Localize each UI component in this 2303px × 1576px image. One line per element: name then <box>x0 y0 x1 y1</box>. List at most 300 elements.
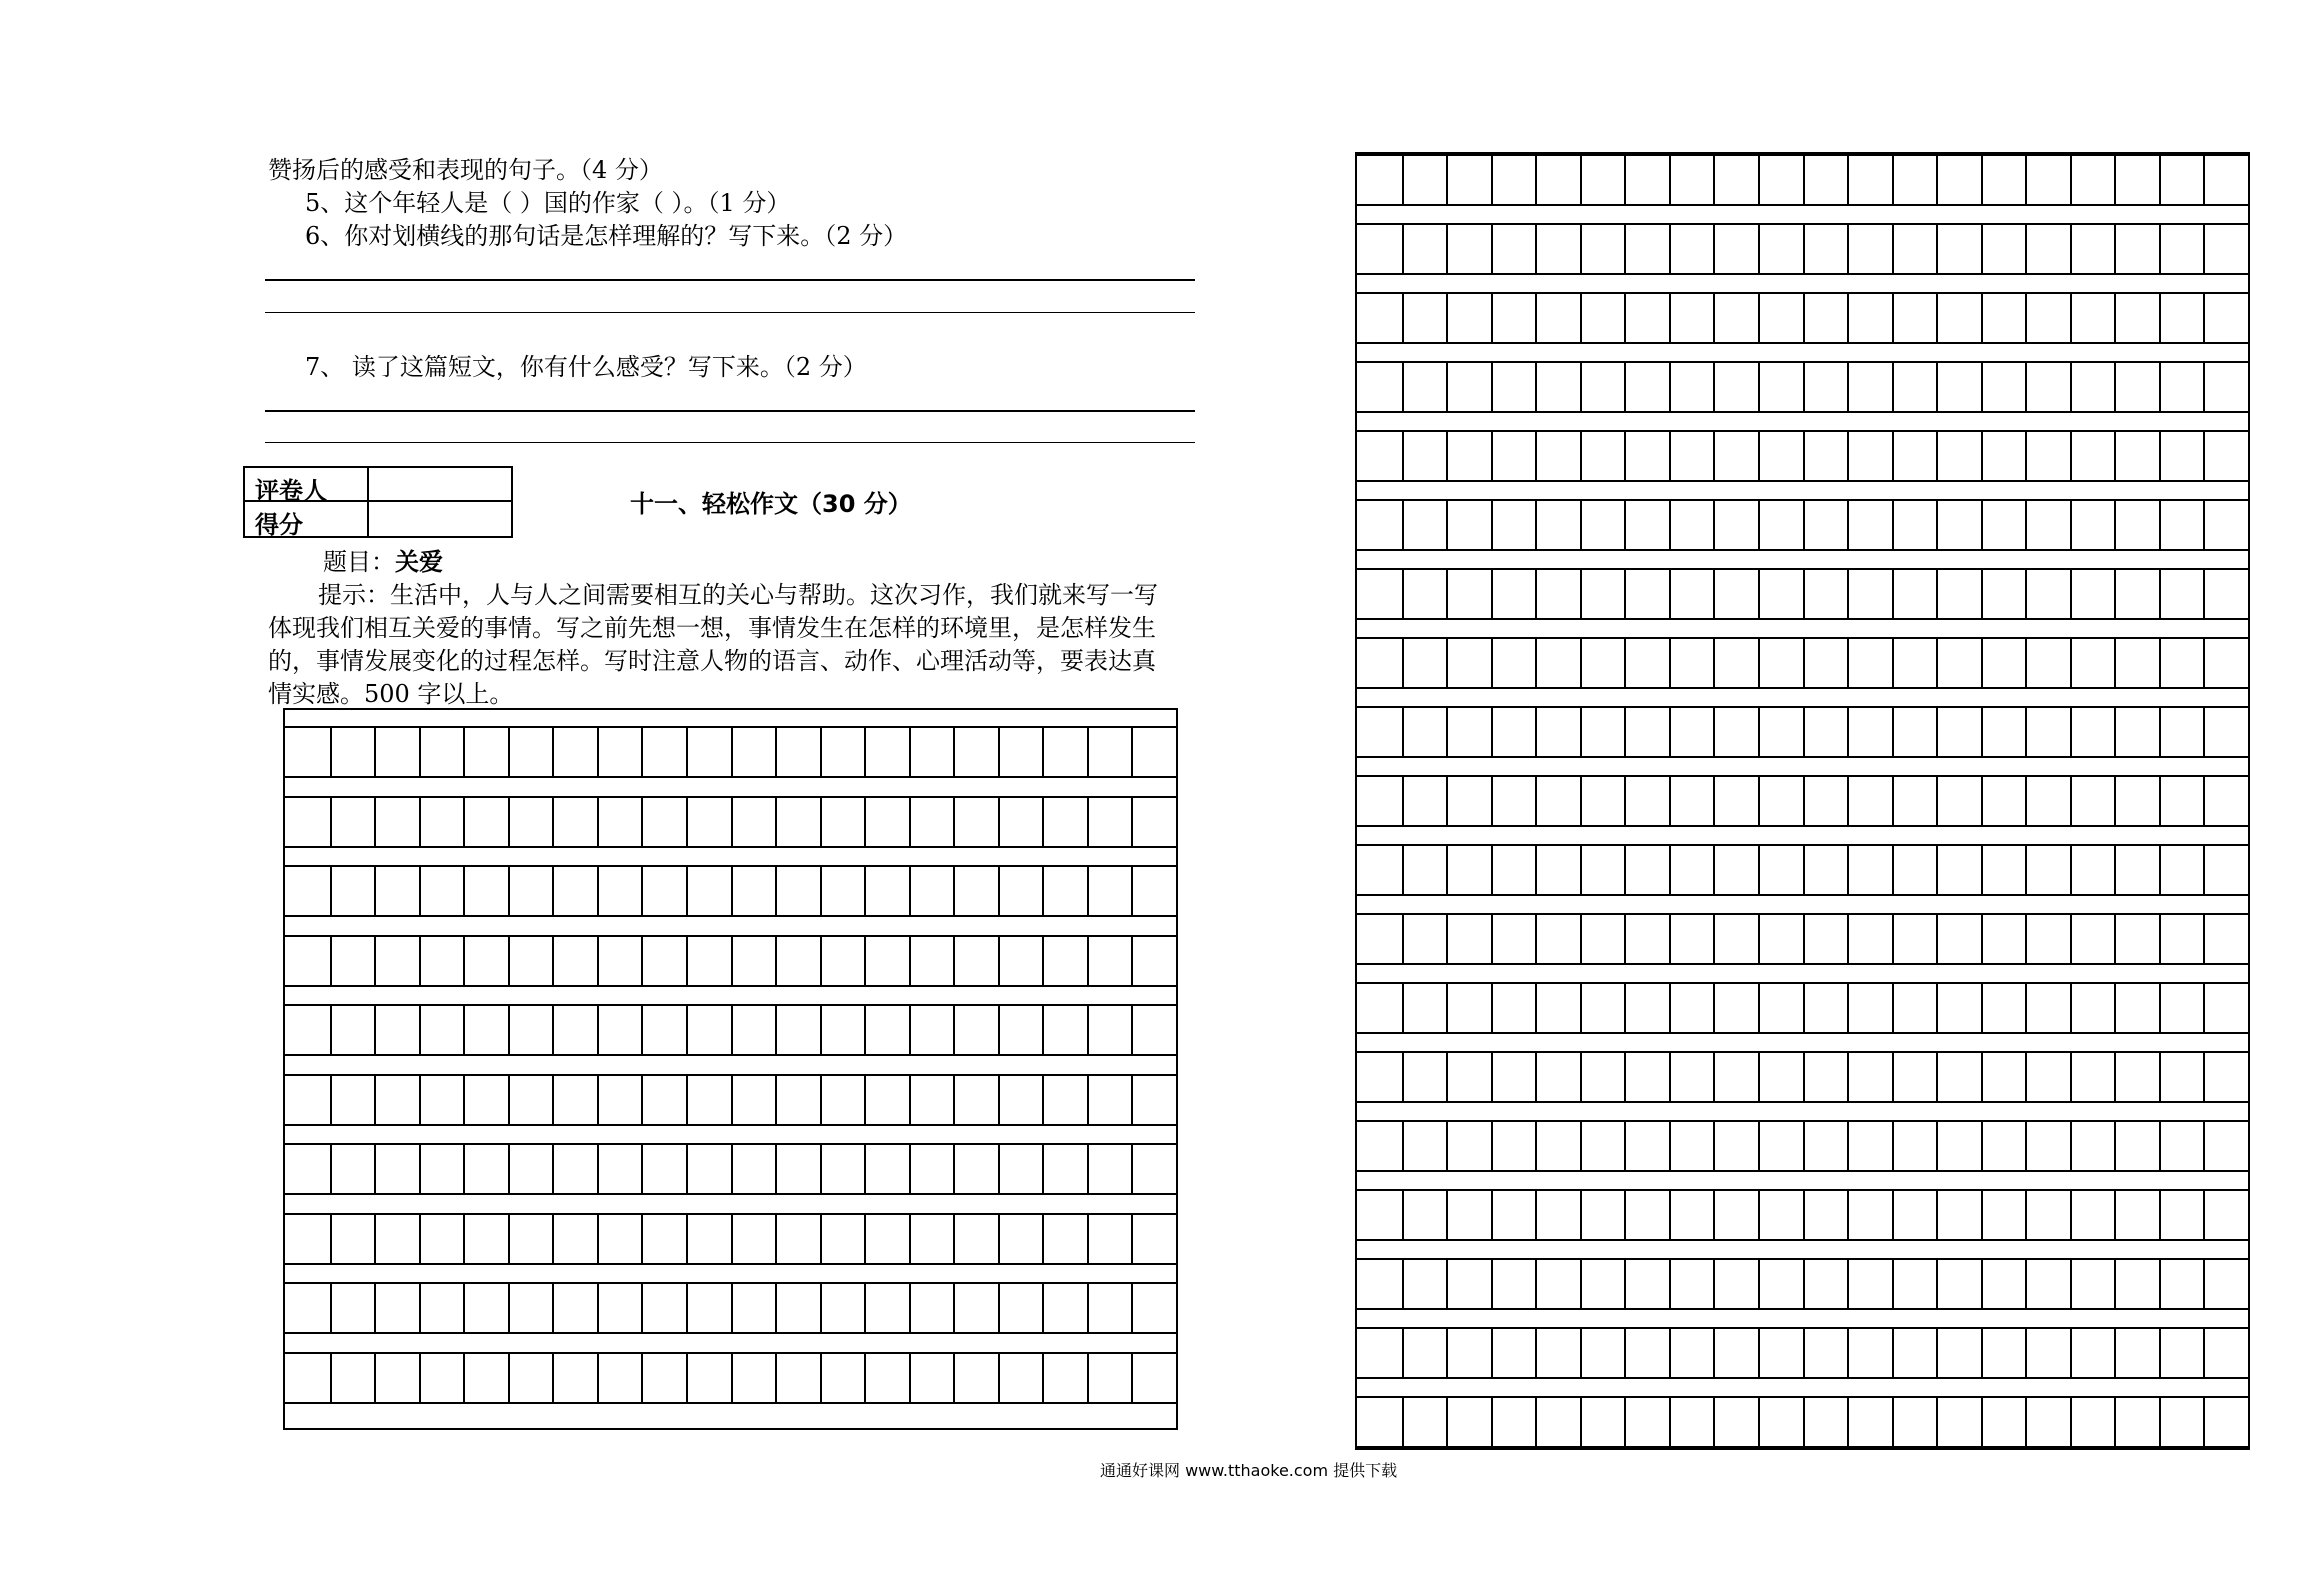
grid-cell-divider <box>1713 1398 1715 1446</box>
grid-cell-divider <box>1981 363 1983 411</box>
grid-cell-divider <box>2114 777 2116 825</box>
grid-cell-divider <box>641 798 643 846</box>
grid-cell-divider <box>2159 570 2161 618</box>
grid-cell-divider <box>552 1284 554 1332</box>
grid-cell-divider <box>1803 156 1805 204</box>
grid-cell-divider <box>1042 1215 1044 1263</box>
grid-cell-divider <box>374 937 376 985</box>
grid-cell-divider <box>1402 1260 1404 1308</box>
grid-cell-divider <box>1713 156 1715 204</box>
grid-cell-divider <box>508 867 510 915</box>
grid-cell-divider <box>1580 1398 1582 1446</box>
grid-cell-divider <box>2070 432 2072 480</box>
grid-cell-divider <box>909 867 911 915</box>
grid-row <box>1357 844 2248 896</box>
grid-cell-divider <box>1981 1191 1983 1239</box>
grid-cell-divider <box>1624 1053 1626 1101</box>
grid-cell-divider <box>2025 708 2027 756</box>
question-6: 6、你对划横线的那句话是怎样理解的？写下来。（2 分） <box>305 222 908 250</box>
grid-cell-divider <box>374 867 376 915</box>
grid-cell-divider <box>1847 1398 1849 1446</box>
grid-cell-divider <box>775 728 777 776</box>
grid-cell-divider <box>731 937 733 985</box>
grid-cell-divider <box>1446 570 1448 618</box>
grid-cell-divider <box>1713 1329 1715 1377</box>
grid-row <box>285 1074 1176 1126</box>
grid-cell-divider <box>1580 1053 1582 1101</box>
grid-cell-divider <box>1491 984 1493 1032</box>
grid-cell-divider <box>998 867 1000 915</box>
grid-cell-divider <box>909 1006 911 1054</box>
grid-cell-divider <box>1847 501 1849 549</box>
answer-line[interactable] <box>265 442 1195 443</box>
grid-cell-divider <box>2070 1329 2072 1377</box>
grid-cell-divider <box>1892 984 1894 1032</box>
grid-cell-divider <box>2070 294 2072 342</box>
grid-row <box>285 865 1176 917</box>
grid-cell-divider <box>2203 639 2205 687</box>
grid-cell-divider <box>1669 915 1671 963</box>
grid-cell-divider <box>1758 363 1760 411</box>
grid-cell-divider <box>1580 708 1582 756</box>
grid-cell-divider <box>463 1215 465 1263</box>
grid-cell-divider <box>2070 846 2072 894</box>
grid-cell-divider <box>2114 363 2116 411</box>
grid-cell-divider <box>1446 1122 1448 1170</box>
grid-cell-divider <box>1758 1398 1760 1446</box>
grid-cell-divider <box>1803 363 1805 411</box>
grid-cell-divider <box>998 798 1000 846</box>
grid-cell-divider <box>1892 1260 1894 1308</box>
grid-cell-divider <box>2203 708 2205 756</box>
grid-cell-divider <box>1580 1122 1582 1170</box>
grid-cell-divider <box>1936 708 1938 756</box>
grid-cell-divider <box>2070 708 2072 756</box>
grid-cell-divider <box>552 867 554 915</box>
grid-cell-divider <box>508 1215 510 1263</box>
grid-cell-divider <box>597 728 599 776</box>
grid-cell-divider <box>953 1006 955 1054</box>
grid-cell-divider <box>953 1145 955 1193</box>
grid-cell-divider <box>1936 1260 1938 1308</box>
grid-cell-divider <box>686 728 688 776</box>
grid-cell-divider <box>2114 501 2116 549</box>
grid-cell-divider <box>1758 708 1760 756</box>
grid-cell-divider <box>1981 915 1983 963</box>
grid-cell-divider <box>864 1215 866 1263</box>
grid-cell-divider <box>374 1354 376 1402</box>
grid-cell-divider <box>1847 156 1849 204</box>
grid-cell-divider <box>2159 1260 2161 1308</box>
grid-row <box>1357 1051 2248 1103</box>
grid-cell-divider <box>1491 1260 1493 1308</box>
grid-cell-divider <box>1087 937 1089 985</box>
grid-cell-divider <box>1535 708 1537 756</box>
grid-cell-divider <box>1803 570 1805 618</box>
grid-cell-divider <box>1803 777 1805 825</box>
grid-cell-divider <box>1402 225 1404 273</box>
grid-cell-divider <box>1981 156 1983 204</box>
grid-cell-divider <box>1758 1260 1760 1308</box>
grid-cell-divider <box>641 1354 643 1402</box>
grid-cell-divider <box>1624 501 1626 549</box>
grid-cell-divider <box>2025 915 2027 963</box>
grid-row <box>1357 706 2248 758</box>
grid-cell-divider <box>1892 432 1894 480</box>
grid-cell-divider <box>1131 1076 1133 1124</box>
grid-cell-divider <box>1936 501 1938 549</box>
grid-cell-divider <box>2025 432 2027 480</box>
grid-cell-divider <box>2025 501 2027 549</box>
grid-cell-divider <box>1713 1053 1715 1101</box>
grid-cell-divider <box>419 1284 421 1332</box>
grid-cell-divider <box>1669 363 1671 411</box>
grid-cell-divider <box>909 1076 911 1124</box>
grid-cell-divider <box>419 1076 421 1124</box>
grid-cell-divider <box>820 1215 822 1263</box>
grid-cell-divider <box>1624 432 1626 480</box>
grid-cell-divider <box>953 1354 955 1402</box>
composition-grid-right <box>1355 152 2250 1450</box>
grid-cell-divider <box>998 1354 1000 1402</box>
grid-cell-divider <box>909 1284 911 1332</box>
grid-cell-divider <box>1580 846 1582 894</box>
grid-cell-divider <box>909 1145 911 1193</box>
grid-cell-divider <box>2025 1260 2027 1308</box>
grid-cell-divider <box>775 1006 777 1054</box>
grid-cell-divider <box>1847 984 1849 1032</box>
grid-cell-divider <box>1087 798 1089 846</box>
score-label: 得分 <box>255 511 303 539</box>
grid-cell-divider <box>1491 156 1493 204</box>
grid-cell-divider <box>2025 1398 2027 1446</box>
grid-cell-divider <box>1087 867 1089 915</box>
score-row <box>245 502 511 539</box>
grid-cell-divider <box>686 1354 688 1402</box>
grid-cell-divider <box>2114 984 2116 1032</box>
grid-cell-divider <box>2114 294 2116 342</box>
grid-cell-divider <box>2159 225 2161 273</box>
grid-cell-divider <box>1446 294 1448 342</box>
grid-cell-divider <box>1042 937 1044 985</box>
grid-cell-divider <box>2114 639 2116 687</box>
grid-cell-divider <box>1803 1122 1805 1170</box>
grid-cell-divider <box>2025 225 2027 273</box>
grid-cell-divider <box>1892 1191 1894 1239</box>
grid-cell-divider <box>463 1284 465 1332</box>
grid-cell-divider <box>1535 984 1537 1032</box>
grid-cell-divider <box>864 1354 866 1402</box>
grid-cell-divider <box>2114 1260 2116 1308</box>
grid-cell-divider <box>1669 1053 1671 1101</box>
grid-cell-divider <box>686 937 688 985</box>
grid-cell-divider <box>2114 708 2116 756</box>
grid-cell-divider <box>1535 1053 1537 1101</box>
grid-cell-divider <box>597 1284 599 1332</box>
grid-cell-divider <box>330 1215 332 1263</box>
grid-cell-divider <box>1981 432 1983 480</box>
grid-cell-divider <box>1580 1329 1582 1377</box>
grid-cell-divider <box>2203 294 2205 342</box>
grid-cell-divider <box>2025 984 2027 1032</box>
grid-cell-divider <box>419 867 421 915</box>
hint-line: 的，事情发展变化的过程怎样。写时注意人物的语言、动作、心理活动等，要表达真 <box>268 647 1156 675</box>
grid-cell-divider <box>1087 1215 1089 1263</box>
grid-cell-divider <box>1580 1260 1582 1308</box>
grid-cell-divider <box>597 1145 599 1193</box>
grid-cell-divider <box>953 1284 955 1332</box>
grid-cell-divider <box>953 728 955 776</box>
grid-cell-divider <box>1669 639 1671 687</box>
grid-cell-divider <box>2203 570 2205 618</box>
grid-cell-divider <box>1446 708 1448 756</box>
grid-cell-divider <box>1624 984 1626 1032</box>
grid-cell-divider <box>775 867 777 915</box>
grid-cell-divider <box>2070 777 2072 825</box>
grid-cell-divider <box>909 728 911 776</box>
grid-cell-divider <box>1669 156 1671 204</box>
grid-cell-divider <box>1758 1191 1760 1239</box>
grid-cell-divider <box>1131 1145 1133 1193</box>
grid-cell-divider <box>1624 225 1626 273</box>
grid-cell-divider <box>775 1284 777 1332</box>
grid-cell-divider <box>1803 984 1805 1032</box>
grid-cell-divider <box>864 1076 866 1124</box>
grid-cell-divider <box>1892 363 1894 411</box>
grid-cell-divider <box>2159 363 2161 411</box>
grid-cell-divider <box>552 728 554 776</box>
grid-cell-divider <box>2159 708 2161 756</box>
grid-cell-divider <box>1624 915 1626 963</box>
grid-cell-divider <box>1758 984 1760 1032</box>
grid-row <box>1357 292 2248 344</box>
grid-cell-divider <box>2203 915 2205 963</box>
grid-cell-divider <box>419 1215 421 1263</box>
grid-cell-divider <box>1936 1398 1938 1446</box>
grid-cell-divider <box>1803 639 1805 687</box>
grid-cell-divider <box>1713 846 1715 894</box>
grid-cell-divider <box>1087 1354 1089 1402</box>
grid-cell-divider <box>508 728 510 776</box>
grid-cell-divider <box>1624 1329 1626 1377</box>
grid-cell-divider <box>1402 294 1404 342</box>
grid-cell-divider <box>1892 294 1894 342</box>
grader-score-box <box>243 466 513 538</box>
grid-row <box>285 1282 1176 1334</box>
grid-cell-divider <box>2025 1191 2027 1239</box>
grid-cell-divider <box>2114 1122 2116 1170</box>
grid-cell-divider <box>463 1006 465 1054</box>
grid-cell-divider <box>820 1354 822 1402</box>
grid-cell-divider <box>508 1284 510 1332</box>
grid-cell-divider <box>1758 432 1760 480</box>
grid-row <box>285 1352 1176 1404</box>
grid-cell-divider <box>1446 432 1448 480</box>
grid-cell-divider <box>1491 1329 1493 1377</box>
answer-line[interactable] <box>265 279 1195 281</box>
grid-cell-divider <box>508 1354 510 1402</box>
grid-row <box>1357 1258 2248 1310</box>
grid-cell-divider <box>731 1006 733 1054</box>
grid-cell-divider <box>1624 846 1626 894</box>
grid-cell-divider <box>552 1145 554 1193</box>
grid-cell-divider <box>1936 1329 1938 1377</box>
grid-cell-divider <box>1535 432 1537 480</box>
grid-cell-divider <box>1936 432 1938 480</box>
grid-cell-divider <box>1758 294 1760 342</box>
grid-cell-divider <box>2025 363 2027 411</box>
grid-cell-divider <box>1847 1122 1849 1170</box>
grid-cell-divider <box>1580 225 1582 273</box>
grid-cell-divider <box>1758 225 1760 273</box>
grid-cell-divider <box>552 937 554 985</box>
grid-cell-divider <box>508 937 510 985</box>
grid-cell-divider <box>1803 1398 1805 1446</box>
grid-cell-divider <box>998 1006 1000 1054</box>
grid-cell-divider <box>731 1215 733 1263</box>
footer-credit: 通通好课网 www.tthaoke.com 提供下载 <box>1100 1461 1398 1480</box>
grid-cell-divider <box>1713 570 1715 618</box>
grid-cell-divider <box>330 1284 332 1332</box>
hint-line: 提示：生活中，人与人之间需要相互的关心与帮助。这次习作，我们就来写一写 <box>318 581 1158 609</box>
grid-cell-divider <box>2203 1191 2205 1239</box>
grid-cell-divider <box>1669 777 1671 825</box>
grid-cell-divider <box>1402 432 1404 480</box>
grid-cell-divider <box>1981 1398 1983 1446</box>
grid-cell-divider <box>1491 1053 1493 1101</box>
grid-row <box>1357 154 2248 206</box>
grid-cell-divider <box>1624 1191 1626 1239</box>
grid-cell-divider <box>864 1006 866 1054</box>
grid-cell-divider <box>864 1145 866 1193</box>
grid-cell-divider <box>998 1145 1000 1193</box>
grid-cell-divider <box>1892 225 1894 273</box>
grid-cell-divider <box>1535 846 1537 894</box>
grid-cell-divider <box>1580 156 1582 204</box>
grid-cell-divider <box>1491 639 1493 687</box>
grid-cell-divider <box>2114 225 2116 273</box>
grid-cell-divider <box>1669 1122 1671 1170</box>
grid-cell-divider <box>1892 846 1894 894</box>
grid-cell-divider <box>1580 1191 1582 1239</box>
grid-cell-divider <box>1580 915 1582 963</box>
grid-cell-divider <box>1847 570 1849 618</box>
grid-cell-divider <box>1446 156 1448 204</box>
grid-cell-divider <box>463 867 465 915</box>
grid-row <box>1357 1396 2248 1448</box>
grid-cell-divider <box>1803 1053 1805 1101</box>
grid-cell-divider <box>775 1354 777 1402</box>
grid-cell-divider <box>1580 777 1582 825</box>
grid-cell-divider <box>1669 501 1671 549</box>
grid-cell-divider <box>2070 1398 2072 1446</box>
grid-cell-divider <box>2070 225 2072 273</box>
grid-cell-divider <box>1402 501 1404 549</box>
grid-cell-divider <box>1491 846 1493 894</box>
grid-cell-divider <box>820 1006 822 1054</box>
grid-cell-divider <box>1402 915 1404 963</box>
grid-cell-divider <box>1580 501 1582 549</box>
grid-cell-divider <box>1803 294 1805 342</box>
grid-cell-divider <box>1624 777 1626 825</box>
grid-cell-divider <box>1758 570 1760 618</box>
grid-cell-divider <box>1758 1122 1760 1170</box>
grid-cell-divider <box>597 1076 599 1124</box>
grid-cell-divider <box>641 1006 643 1054</box>
grid-cell-divider <box>1624 294 1626 342</box>
grid-cell-divider <box>508 1006 510 1054</box>
grid-cell-divider <box>1803 1260 1805 1308</box>
grid-cell-divider <box>775 937 777 985</box>
answer-line[interactable] <box>265 410 1195 412</box>
grid-cell-divider <box>1491 570 1493 618</box>
grid-cell-divider <box>1936 156 1938 204</box>
grid-cell-divider <box>1446 1260 1448 1308</box>
grid-cell-divider <box>552 1215 554 1263</box>
grid-cell-divider <box>1892 1329 1894 1377</box>
grid-cell-divider <box>2114 432 2116 480</box>
grid-cell-divider <box>953 937 955 985</box>
grid-cell-divider <box>2114 156 2116 204</box>
grid-row <box>1357 499 2248 551</box>
grid-cell-divider <box>1669 225 1671 273</box>
grid-cell-divider <box>508 798 510 846</box>
grid-cell-divider <box>1131 1284 1133 1332</box>
grid-cell-divider <box>1936 915 1938 963</box>
grid-cell-divider <box>1758 156 1760 204</box>
grid-cell-divider <box>1669 1191 1671 1239</box>
grid-cell-divider <box>1402 708 1404 756</box>
grid-cell-divider <box>820 728 822 776</box>
grid-cell-divider <box>1847 846 1849 894</box>
grid-cell-divider <box>998 1215 1000 1263</box>
grid-cell-divider <box>1713 432 1715 480</box>
grid-cell-divider <box>330 867 332 915</box>
grid-cell-divider <box>1580 294 1582 342</box>
grid-cell-divider <box>2159 777 2161 825</box>
grid-cell-divider <box>1981 1122 1983 1170</box>
grid-cell-divider <box>1131 867 1133 915</box>
grid-cell-divider <box>731 867 733 915</box>
grid-cell-divider <box>1535 1122 1537 1170</box>
grid-cell-divider <box>2114 1329 2116 1377</box>
grid-cell-divider <box>1131 1006 1133 1054</box>
grid-row <box>1357 1120 2248 1172</box>
answer-line[interactable] <box>265 312 1195 313</box>
grid-cell-divider <box>820 1076 822 1124</box>
grid-cell-divider <box>1936 363 1938 411</box>
grid-cell-divider <box>864 1284 866 1332</box>
grid-cell-divider <box>1580 432 1582 480</box>
grid-cell-divider <box>864 867 866 915</box>
grid-cell-divider <box>1402 1053 1404 1101</box>
grid-cell-divider <box>1892 1122 1894 1170</box>
grid-cell-divider <box>1847 1329 1849 1377</box>
grid-cell-divider <box>1491 708 1493 756</box>
grid-cell-divider <box>1535 1191 1537 1239</box>
grid-cell-divider <box>1624 570 1626 618</box>
grid-cell-divider <box>1713 294 1715 342</box>
grid-cell-divider <box>2070 501 2072 549</box>
grid-cell-divider <box>1713 639 1715 687</box>
grid-cell-divider <box>2070 156 2072 204</box>
grid-cell-divider <box>463 1076 465 1124</box>
grid-cell-divider <box>1446 363 1448 411</box>
grid-cell-divider <box>552 1076 554 1124</box>
grid-cell-divider <box>2114 1053 2116 1101</box>
grid-cell-divider <box>1803 708 1805 756</box>
grid-cell-divider <box>1491 1191 1493 1239</box>
